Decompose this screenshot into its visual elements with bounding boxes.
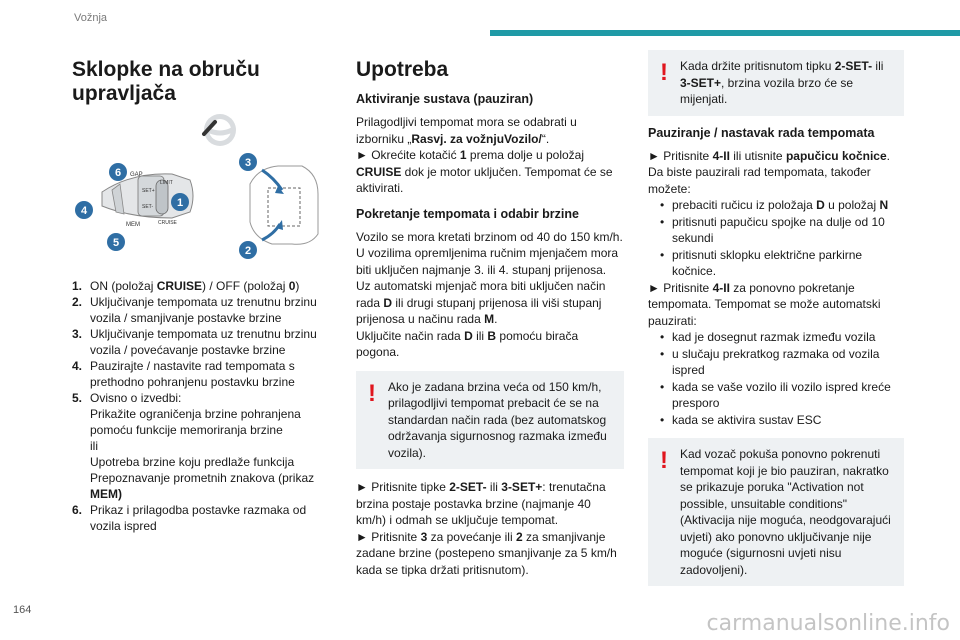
- legend-number: 5.: [72, 391, 83, 405]
- legend-bold-mem: MEM): [90, 487, 122, 501]
- warning-icon: !: [368, 379, 376, 407]
- text-run: ► Pritisnite: [356, 529, 421, 544]
- bold-key: 2-SET-: [834, 59, 873, 73]
- note-text: Kad vozač pokuša ponovno pokrenuti tempomat koji je bio pauziran, nakratko se prikazuje poruka "Activation not possible, unsuitable conditions" (Aktivacija nije moguća, neodgovarajući uvjeti) ako ponovno uključivanje nije moguće (sigurnosni uvjeti nisu zadovoljeni).: [680, 447, 891, 577]
- list-item: • pritisnuti sklopku električne parkirne kočnice.: [660, 247, 904, 280]
- start-paragraph: [356, 229, 624, 361]
- callout-1: [171, 193, 189, 211]
- text-run: Vozilo se mora kretati brzinom od 40 do 150 km/h.: [356, 229, 623, 244]
- text-run: ► Pritisnite: [648, 280, 713, 295]
- legend-list: [72, 278, 328, 534]
- text-run: ► Okrećite kotačić: [356, 148, 460, 162]
- text-run: Kada držite pritisnutom tipku: [680, 59, 835, 73]
- legend-line: ili: [90, 439, 98, 453]
- activation-failed-note: [648, 438, 904, 586]
- callout-2: [239, 241, 257, 259]
- text-run: .: [494, 312, 498, 326]
- text-run: ili drugi stupanj prijenosa ili viši stupanj prijenosa u načinu rada: [356, 295, 602, 326]
- text-run: u položaj: [824, 198, 880, 212]
- warning-icon: !: [660, 59, 668, 86]
- legend-line: Upotreba brzine koju predlaže funkcija Prepoznavanje prometnih znakova (prikaz: [90, 455, 315, 485]
- legend-number: 4.: [72, 359, 83, 373]
- speed-limit-note: [356, 371, 624, 470]
- text-run: dok je motor uključen. Tempomat će se aktivirati.: [356, 164, 613, 195]
- legend-line: Prikažite ograničenja brzine pohranjena pomoću funkcije memoriranja brzine: [90, 407, 301, 437]
- bold-key: M: [484, 312, 495, 326]
- list-item: • kada se vaše vozilo ili vozilo ispred kreće presporo: [660, 379, 904, 412]
- text-run: : trenutačna brzina postaje postavka brzine (najmanje 40 km/h) i odmah se uključuje tempomat.: [356, 480, 606, 527]
- legend-line: Ovisno o izvedbi:: [90, 391, 182, 405]
- callout-3-label: 3: [244, 157, 252, 169]
- text-run: .: [886, 148, 890, 163]
- column-usage: [356, 58, 624, 578]
- section-label: Vožnja: [74, 12, 108, 24]
- legend-number: 2.: [72, 295, 83, 309]
- header-accent-bar: [490, 30, 960, 36]
- column-pause: [648, 50, 904, 596]
- text-run: prema dolje u položaj: [466, 148, 584, 162]
- bold-key: 4-II: [712, 280, 730, 295]
- bold-key: 2-SET-: [449, 480, 487, 494]
- legend-number: 3.: [72, 327, 83, 341]
- bold-key: B: [487, 328, 497, 343]
- bold-key: D: [816, 198, 825, 212]
- rapid-change-note: [648, 50, 904, 116]
- legend-text-part: ON (položaj: [90, 279, 157, 293]
- steering-wheel-switch-figure: [72, 114, 328, 264]
- label-set-minus: SET-: [142, 204, 154, 210]
- text-run: “.: [541, 131, 550, 146]
- bold-key: 3-SET+: [501, 480, 543, 494]
- bold-key: 4-II: [712, 148, 730, 163]
- activation-paragraph: [356, 114, 624, 197]
- list-item: • kad je dosegnut razmak između vozila: [660, 329, 904, 346]
- page-number: 164: [13, 604, 32, 616]
- legend-text: [90, 390, 328, 502]
- bold-key: D: [464, 328, 473, 343]
- text-run: ► Pritisnite: [648, 148, 713, 163]
- note-text: Ako je zadana brzina veća od 150 km/h, prilagodljivi tempomat prebacit će se na standardan način rada (bez automatskog održavanja sigurnosnog razmaka između vozila).: [388, 379, 607, 460]
- note-text: [658, 58, 894, 108]
- text-run: ili: [486, 480, 502, 494]
- text-run: , brzina vozila brzo će se mijenjati.: [680, 75, 854, 106]
- text-run: ili: [472, 328, 488, 343]
- callout-6: [109, 163, 127, 181]
- bold-key: D: [383, 295, 393, 310]
- text-run: za povećanje ili: [427, 529, 516, 544]
- menu-name: Rasvj. za vožnjuVozilo/: [411, 131, 542, 146]
- list-item: • pritisnuti papučicu spojke na dulje od 10 sekundi: [660, 214, 904, 247]
- resume-paragraph: [648, 280, 904, 330]
- legend-text: Uključivanje tempomata uz trenutnu brzinu vozila / smanjivanje postavke brzine: [90, 295, 317, 325]
- text-run: za ponovno pokretanje tempomata. Tempomat se može automatski pauzirati:: [648, 280, 881, 328]
- callout-1-label: 1: [176, 197, 184, 209]
- legend-item-5: [72, 390, 328, 502]
- text-run: ► Pritisnite tipke: [356, 480, 450, 494]
- callout-6-label: 6: [114, 167, 122, 179]
- warning-icon: !: [660, 447, 668, 474]
- text-run: za smanjivanje zadane brzine (postepeno smanjivanje za 5 km/h kada se tipka držati pritisnutom).: [356, 529, 617, 577]
- callout-5-label: 5: [112, 237, 120, 249]
- label-cruise: CRUISE: [158, 220, 177, 226]
- text-run: prebaciti ručicu iz položaja: [672, 198, 817, 212]
- press-paragraph: [356, 479, 624, 578]
- label-set-plus: SET+: [142, 188, 155, 194]
- bold-key: 1: [459, 148, 467, 162]
- text-run: Prilagodljivi tempomat mora se odabrati u izborniku „: [356, 115, 577, 146]
- legend-text-part: ): [295, 279, 300, 293]
- label-gap: GAP: [130, 172, 143, 178]
- legend-text: Prikaz i prilagodba postavke razmaka od vozila ispred: [90, 503, 307, 533]
- legend-item-1: [72, 278, 328, 294]
- legend-item-6: [72, 502, 328, 534]
- legend-item-4: [72, 358, 328, 390]
- legend-item-3: [72, 326, 328, 358]
- text-run: ili: [872, 59, 884, 73]
- bold-key: 3-SET+: [680, 75, 722, 90]
- bold-key: 3: [420, 529, 428, 544]
- callout-3: [239, 153, 257, 171]
- legend-item-2: [72, 294, 328, 326]
- column-steering-switches: [72, 58, 328, 534]
- pause-paragraph: [648, 148, 904, 198]
- label-limit: LIMIT: [160, 180, 173, 186]
- legend-text-part: ) / OFF (položaj: [202, 279, 289, 293]
- section-title: Sklopke na obruču upravljača: [72, 58, 260, 105]
- legend-text: Pauzirajte / nastavite rad tempomata s prethodno pohranjenu postavku brzine: [90, 359, 295, 389]
- legend-text: [90, 278, 328, 294]
- steering-switch-illustration: [72, 114, 328, 264]
- legend-text: Uključivanje tempomata uz trenutnu brzinu vozila / povećavanje postavke brzine: [90, 327, 317, 357]
- usage-title: Upotreba: [356, 58, 449, 81]
- bold-key: CRUISE: [356, 164, 402, 179]
- activation-heading: Aktiviranje sustava (pauziran): [356, 92, 534, 106]
- text-run: pomoću birača pogona.: [356, 328, 579, 359]
- pause-heading: Pauziranje / nastavak rada tempomata: [648, 125, 875, 140]
- text-run: Uz automatski mjenjač mora biti uključen način rada: [356, 279, 606, 310]
- pause-options-list: [648, 197, 904, 280]
- label-mem: MEM: [126, 222, 140, 228]
- list-item: [660, 197, 904, 214]
- watermark-text: carmanualsonline.info: [706, 611, 950, 636]
- callout-4: [75, 201, 93, 219]
- stalk-side-view: [250, 166, 318, 244]
- list-item: • u slučaju prekratkog razmaka od vozila ispred: [660, 346, 904, 379]
- callout-2-label: 2: [244, 245, 252, 257]
- text-run: ili utisnite: [729, 148, 786, 163]
- list-item: • kada se aktivira sustav ESC: [660, 412, 904, 429]
- text-run: U vozilima opremljenima ručnim mjenjačem mora biti uključen najmanje 3. ili 4. stupanj prijenosa.: [356, 246, 619, 277]
- callout-4-label: 4: [80, 205, 88, 217]
- steering-wheel-icon: [204, 114, 236, 146]
- legend-bold-cruise: CRUISE: [156, 279, 203, 293]
- callout-5: [107, 233, 125, 251]
- legend-bold-zero: 0: [288, 279, 296, 293]
- legend-number: 1.: [72, 279, 83, 293]
- bold-term: papučicu kočnice: [785, 148, 887, 163]
- bold-key: 2: [515, 529, 523, 544]
- start-heading: Pokretanje tempomata i odabir brzine: [356, 206, 579, 221]
- text-run: Da biste pauzirali rad tempomata, također možete:: [648, 165, 871, 196]
- bold-key: N: [879, 198, 889, 212]
- text-run: Uključite način rada: [356, 328, 465, 343]
- auto-pause-list: [648, 329, 904, 428]
- legend-number: 6.: [72, 503, 83, 517]
